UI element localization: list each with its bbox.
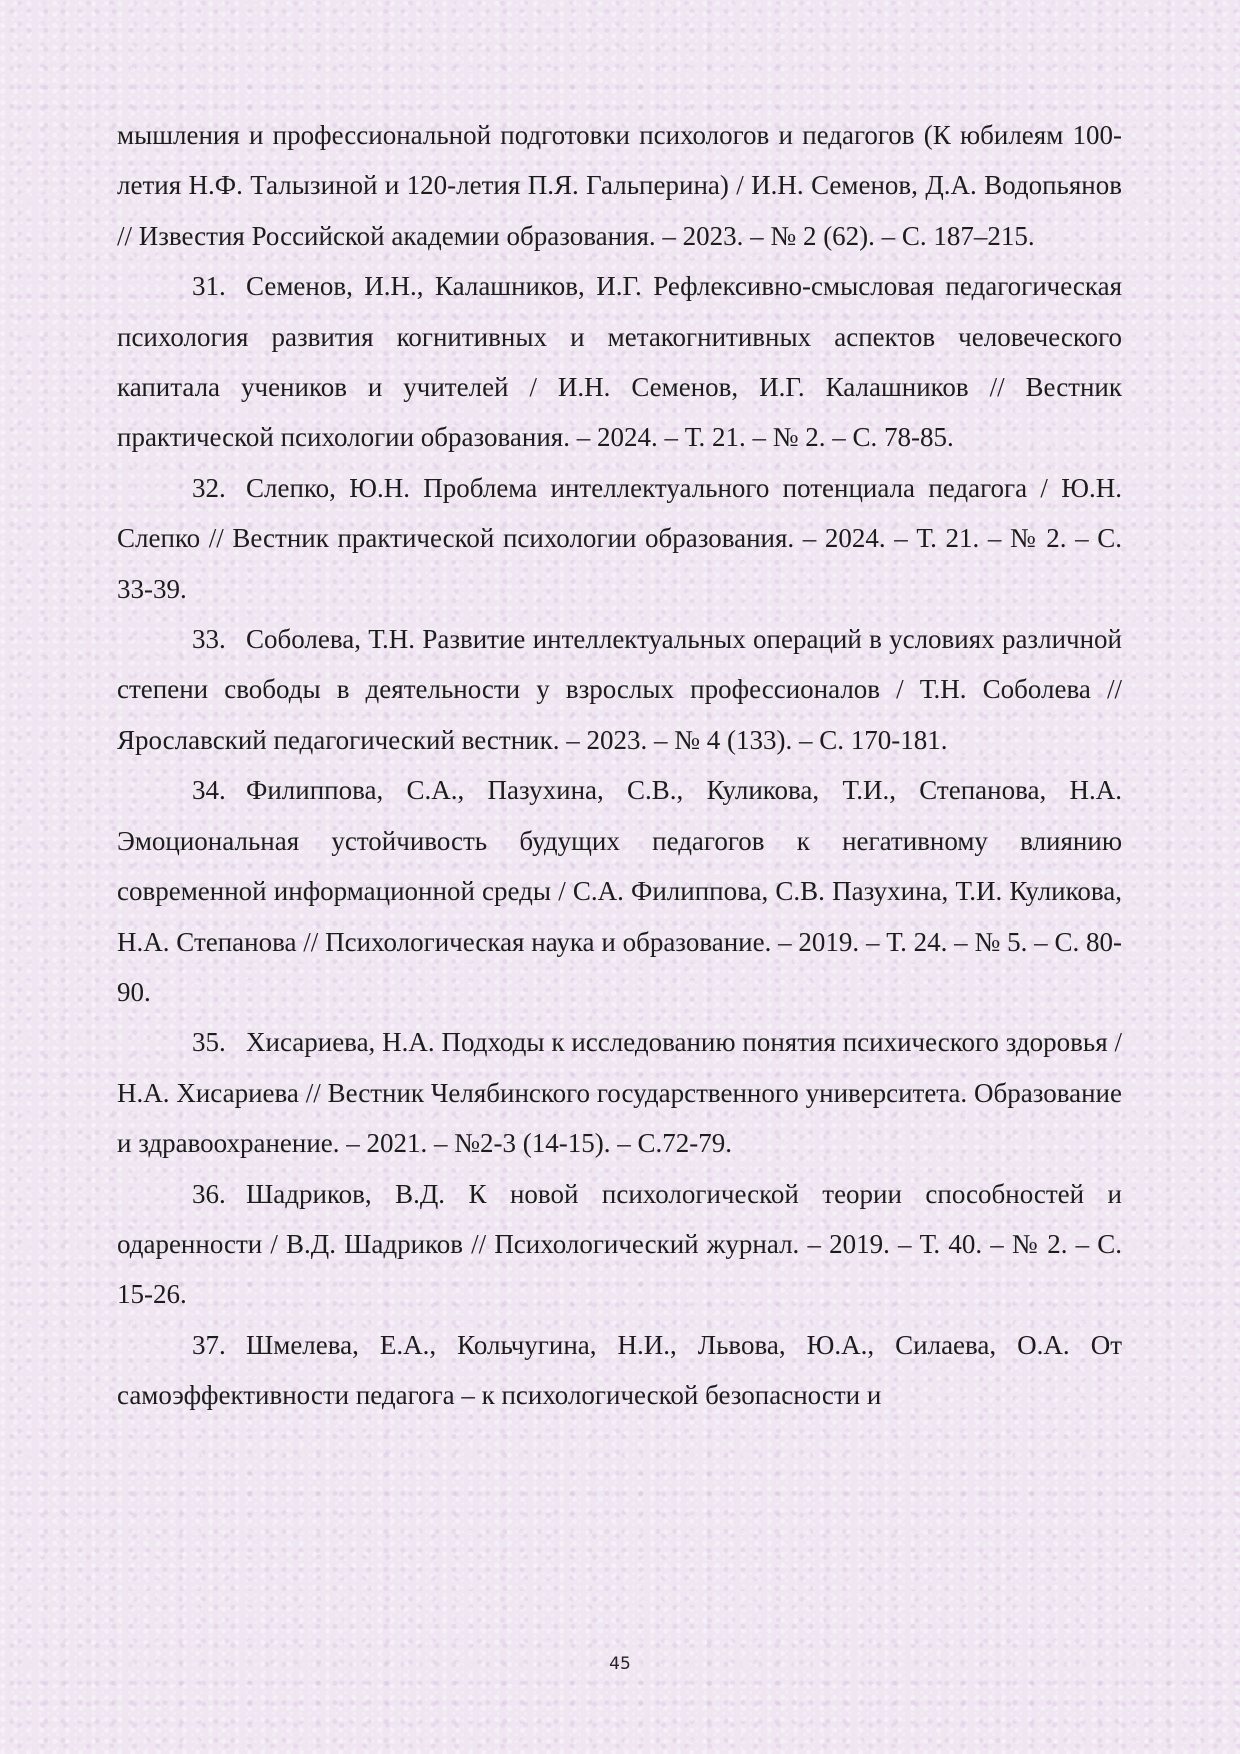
reference-item-32 [117, 463, 1122, 614]
reference-item-33 [117, 614, 1122, 765]
reference-item-37 [117, 1320, 1122, 1421]
reference-item-31 [117, 261, 1122, 463]
reference-number: 34. [192, 775, 226, 806]
reference-continuation: мышления и профессиональной подготовки психологов и педагогов (К юбилеям 100-летия Н.Ф. Талызиной и 120-летия П.Я. Гальперина) / И.Н. Семенов, Д.А. Водопьянов // Известия Российской академии образования. – 2023. – № 2 (62). – С. 187–215. [117, 120, 1122, 251]
reference-text: Хисариева, Н.А. Подходы к исследованию понятия психического здоровья / Н.А. Хисариева // Вестник Челябинского государственного университета. Образование и здравоохранение. – 2021. – №2-3 (14-15). – С.72-79. [117, 1027, 1122, 1159]
reference-text: Шмелева, Е.А., Кольчугина, Н.И., Львова, Ю.А., Силаева, О.А. От самоэффективности педагога – к психологической безопасности и [117, 1329, 1122, 1411]
reference-item-34 [117, 765, 1122, 1017]
reference-item-35 [117, 1017, 1122, 1168]
reference-text: Соболева, Т.Н. Развитие интеллектуальных операций в условиях различной степени свободы в деятельности у взрослых профессионалов / Т.Н. Соболева // Ярославский педагогический вестник. – 2023. – № 4 (133). – С. 170-181. [117, 624, 1122, 755]
reference-number: 33. [192, 624, 226, 655]
reference-item-36 [117, 1169, 1122, 1320]
reference-text: Шадриков, В.Д. К новой психологической теории способностей и одаренности / В.Д. Шадриков // Психологический журнал. – 2019. – Т. 40. – № 2. – С. 15-26. [117, 1178, 1122, 1310]
page-number: 45 [609, 1654, 631, 1674]
reference-text: Слепко, Ю.Н. Проблема интеллектуального потенциала педагога / Ю.Н. Слепко // Вестник практической психологии образования. – 2024. – Т. 21. – № 2. – С. 33-39. [117, 472, 1122, 604]
reference-number: 32. [192, 472, 226, 503]
reference-number: 37. [192, 1329, 226, 1360]
references-list [117, 110, 1122, 1421]
reference-text: Семенов, И.Н., Калашников, И.Г. Рефлексивно-смысловая педагогическая психология развития когнитивных и метакогнитивных аспектов человеческого капитала учеников и учителей / И.Н. Семенов, И.Г. Калашников // Вестник практической психологии образования. – 2024. – Т. 21. – № 2. – С. 78-85. [117, 271, 1122, 453]
reference-text: Филиппова, С.А., Пазухина, С.В., Куликова, Т.И., Степанова, Н.А. Эмоциональная устойчивость будущих педагогов к негативному влиянию современной информационной среды / С.А. Филиппова, С.В. Пазухина, Т.И. Куликова, Н.А. Степанова // Психологическая наука и образование. – 2019. – Т. 24. – № 5. – С. 80-90. [117, 775, 1122, 1007]
reference-number: 31. [192, 271, 226, 302]
reference-number: 35. [192, 1027, 226, 1058]
reference-number: 36. [192, 1178, 226, 1209]
